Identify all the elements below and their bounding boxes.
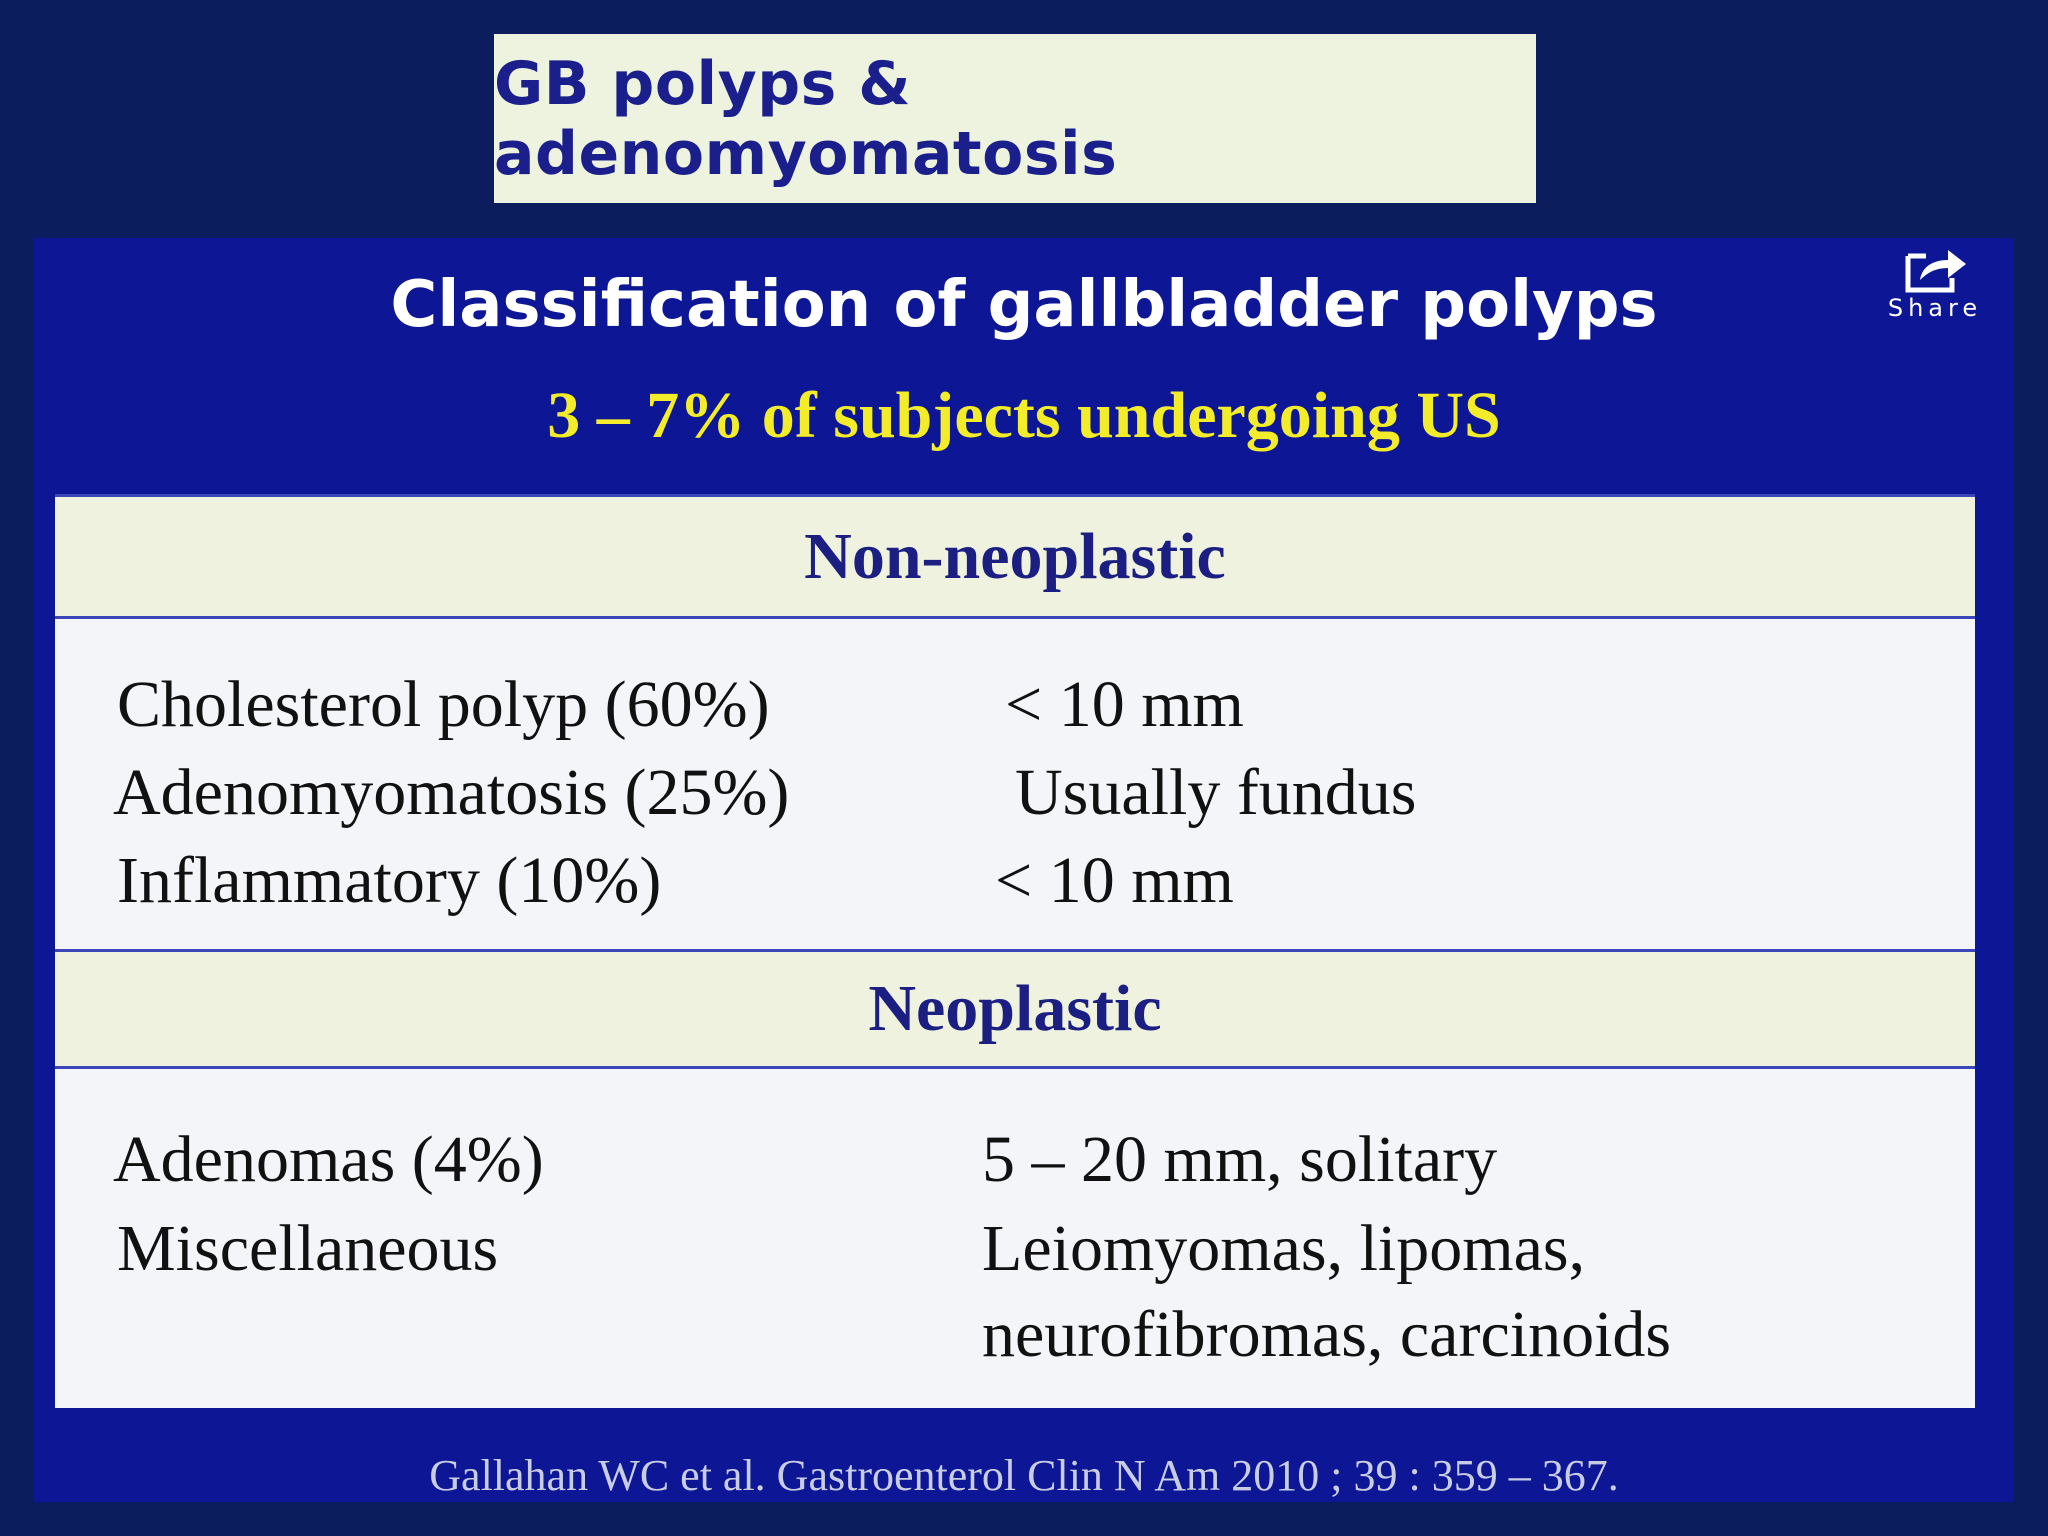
slide	[34, 238, 2014, 1502]
share-button[interactable]	[1880, 244, 1990, 322]
share-label: Share	[1887, 294, 1983, 322]
row-name: Cholesterol polyp (60%)	[117, 668, 770, 741]
section-header-neoplastic	[55, 949, 1975, 1069]
row-detail-continued: neurofibromas, carcinoids	[982, 1298, 1672, 1371]
section-title: Neoplastic	[868, 972, 1162, 1045]
presentation-title-box	[494, 34, 1536, 203]
row-detail: 5 – 20 mm, solitary	[982, 1123, 1498, 1196]
row-name: Adenomas (4%)	[113, 1123, 544, 1196]
slide-subheading: 3 – 7% of subjects undergoing US	[547, 379, 1501, 452]
row-detail: < 10 mm	[1005, 668, 1244, 741]
presentation-title: GB polyps & adenomyomatosis	[494, 48, 1118, 189]
row-name: Inflammatory (10%)	[117, 844, 662, 917]
row-detail: Usually fundus	[1015, 756, 1417, 829]
row-name: Adenomyomatosis (25%)	[113, 756, 790, 829]
share-icon	[1900, 244, 1970, 294]
row-name: Miscellaneous	[117, 1212, 499, 1285]
section-title: Non-neoplastic	[804, 519, 1226, 593]
citation: Gallahan WC et al. Gastroenterol Clin N Am 2010 ; 39 : 359 – 367.	[429, 1451, 1619, 1500]
section-header-non-neoplastic	[55, 494, 1975, 619]
row-detail: Leiomyomas, lipomas,	[982, 1212, 1586, 1285]
slide-heading: Classification of gallbladder polyps	[390, 268, 1658, 342]
row-detail: < 10 mm	[995, 844, 1234, 917]
classification-table	[55, 494, 1975, 1408]
